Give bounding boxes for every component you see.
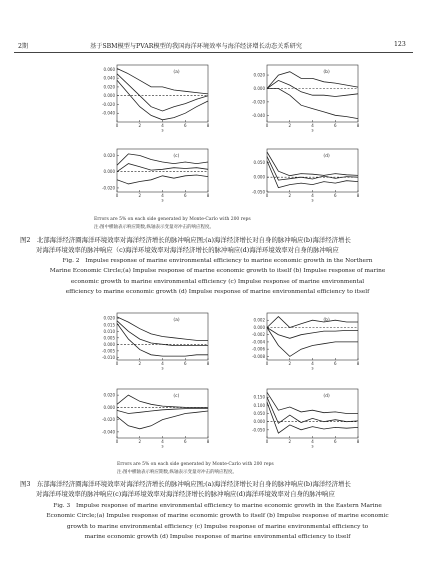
x-tick-label: 2: [138, 361, 142, 366]
response-line: [117, 154, 208, 165]
y-tick-label: -0.020: [252, 99, 265, 105]
y-tick-label: 0.000: [253, 419, 265, 425]
page-number: 123: [394, 41, 406, 48]
y-tick-label: -0.040: [252, 112, 265, 118]
y-tick-label: 0.000: [253, 324, 265, 330]
x-tick-label: 4: [311, 439, 314, 444]
issue-number: 2期: [18, 43, 29, 50]
x-tick-label: 2: [138, 193, 142, 198]
x-tick-label: 0: [115, 123, 119, 128]
x-axis-label: s: [311, 197, 314, 203]
y-tick-label: 0.000: [103, 93, 115, 99]
fig2-caption-en-line: economic growth to marine environmental efficiency (c) Impulse response of marine environmental: [70, 278, 365, 285]
y-tick-label: -0.020: [102, 101, 115, 107]
x-tick-label: 0: [265, 123, 269, 128]
plot-frame: [117, 149, 208, 192]
y-tick-label: -0.005: [102, 348, 115, 354]
plot-frame: [117, 65, 208, 122]
x-axis-label: s: [161, 127, 164, 133]
fig3-panel-c: [95, 386, 210, 448]
x-tick-label: 6: [183, 123, 187, 128]
panel-label: (b): [323, 70, 330, 75]
x-tick-label: 4: [311, 123, 314, 128]
x-tick-label: 0: [115, 193, 119, 198]
fig3-caption-zh-line: 对海洋环境效率的脉冲响应(c)海洋环境效率对海洋经济增长的脉冲响应(d)海洋环境效率对自身的脉冲响应: [36, 490, 335, 498]
y-tick-label: -0.020: [102, 185, 115, 191]
x-tick-label: 8: [206, 439, 210, 444]
response-line: [267, 328, 358, 357]
x-tick-label: 4: [161, 361, 164, 366]
plot-frame: [267, 149, 358, 192]
fig2-caption-en-line: efficiency to marine economic growth (d) Impulse response of marine environmental efficiency to itself: [65, 289, 370, 296]
y-tick-label: -0.010: [102, 354, 115, 360]
x-tick-label: 4: [161, 439, 164, 444]
x-tick-label: 8: [356, 361, 360, 366]
y-tick-label: 0.000: [253, 174, 265, 180]
response-line: [267, 89, 358, 119]
fig3-panel-b: [245, 310, 360, 370]
x-tick-label: 0: [265, 193, 269, 198]
y-tick-label: -0.020: [102, 417, 115, 423]
x-tick-label: 4: [311, 361, 314, 366]
x-tick-label: 2: [288, 439, 292, 444]
fig2-panel-d: [245, 146, 360, 202]
response-line: [117, 175, 208, 184]
y-tick-label: 0.050: [253, 411, 265, 416]
response-line: [267, 156, 358, 180]
fig2-caption-en: [20, 256, 415, 298]
y-tick-label: -0.040: [102, 110, 115, 116]
y-tick-label: 0.010: [103, 328, 115, 334]
fig2-caption-en-line: Fig. 2 Impulse response of marine environmental efficiency to marine economic growth in the Northern: [62, 258, 373, 264]
x-tick-label: 8: [356, 123, 360, 128]
x-tick-label: 6: [333, 439, 337, 444]
x-tick-label: 8: [206, 193, 210, 198]
panel-label: (b): [323, 318, 330, 323]
y-tick-label: -0.050: [252, 189, 265, 195]
x-tick-label: 6: [183, 193, 187, 198]
x-axis-label: s: [161, 197, 164, 203]
x-tick-label: 2: [288, 123, 292, 128]
x-axis-label: s: [161, 443, 164, 449]
y-tick-label: 0.000: [103, 404, 115, 410]
panel-label: (d): [323, 154, 330, 159]
y-tick-label: -0.050: [252, 427, 265, 433]
x-tick-label: 4: [311, 193, 314, 198]
y-tick-label: 0.060: [103, 66, 115, 72]
y-tick-label: -0.008: [252, 353, 265, 359]
plot-frame: [267, 65, 358, 122]
fig3-caption-en-line: marine economic growth (d) Impulse response of marine environmental efficiency to itself: [84, 534, 351, 541]
y-tick-label: 0.020: [103, 392, 115, 398]
y-tick-label: 0.000: [103, 169, 115, 175]
response-line: [267, 317, 358, 328]
fig3-caption-zh-line: 图3 东部海洋经济圈海洋环境效率对海洋经济增长的脉冲响应图;(a)海洋经济增长对自身的脉冲响应(b)海洋经济增长: [20, 480, 351, 488]
x-tick-label: 2: [288, 193, 292, 198]
y-tick-label: 0.150: [253, 394, 265, 400]
y-tick-label: 0.020: [103, 152, 115, 158]
x-tick-label: 2: [138, 123, 142, 128]
fig3-caption-en: [20, 501, 415, 543]
x-axis-label: s: [311, 443, 314, 449]
x-tick-label: 2: [138, 439, 142, 444]
x-tick-label: 0: [115, 361, 119, 366]
fig3-caption-zh: [20, 479, 415, 499]
x-tick-label: 6: [333, 193, 337, 198]
running-title: 基于SBM模型与PVAR模型的我国海洋环境效率与海洋经济增长动态关系研究: [90, 43, 302, 50]
response-line: [267, 72, 358, 89]
y-tick-label: 0.020: [103, 84, 115, 90]
fig3-caption-en-line: growth to marine environmental efficiency (c) Impulse response of marine environmental efficiency to: [66, 523, 369, 530]
x-tick-label: 8: [206, 123, 210, 128]
panel-label: (c): [173, 394, 180, 399]
response-line: [267, 402, 358, 433]
x-tick-label: 6: [183, 439, 187, 444]
y-tick-label: 0.020: [253, 72, 265, 78]
y-tick-label: -0.040: [102, 429, 115, 435]
y-tick-label: 0.100: [253, 402, 265, 408]
response-line: [117, 321, 208, 346]
y-tick-label: 0.000: [103, 341, 115, 347]
x-tick-label: 4: [161, 123, 164, 128]
fig3-note-en: Errors are 5% on each side generated by Monte-Carlo with 200 reps: [117, 462, 274, 467]
fig3-caption-en-line: Economic Circle;(a) Impulse response of marine economic growth to itself (b) Impulse response of marine economic: [46, 513, 389, 520]
response-line: [117, 395, 208, 407]
fig2-note-zh: 注:图中横轴表示响应期数,纵轴表示变量对冲击的响应程度。: [94, 225, 214, 230]
y-tick-label: 0.015: [103, 322, 115, 328]
x-tick-label: 6: [333, 361, 337, 366]
panel-label: (a): [173, 70, 180, 75]
x-tick-label: 8: [356, 193, 360, 198]
x-axis-label: s: [311, 365, 314, 371]
panel-label: (d): [323, 394, 330, 399]
x-tick-label: 8: [356, 439, 360, 444]
y-tick-label: 0.040: [103, 75, 115, 81]
response-line: [117, 411, 208, 429]
fig2-caption-zh-line: 对海洋环境效率的脉冲响应（c)海洋环境效率对海洋经济增长的脉冲响应(d)海洋环境效率对自身的脉冲响应: [36, 246, 339, 254]
header-rule: [14, 52, 413, 53]
x-axis-label: s: [311, 127, 314, 133]
x-tick-label: 6: [333, 123, 337, 128]
response-line: [117, 69, 208, 94]
fig2-caption-zh-line: 图2 北部海洋经济圈海洋环境效率对海洋经济增长的脉冲响应图;(a)海洋经济增长对自身的脉冲响应(b)海洋经济增长: [20, 236, 351, 244]
response-line: [267, 152, 358, 176]
fig2-panel-b: [245, 62, 360, 132]
response-line: [267, 392, 358, 413]
x-tick-label: 4: [161, 193, 164, 198]
fig2-panel-c: [95, 146, 210, 202]
y-tick-label: 0.000: [253, 85, 265, 91]
y-tick-label: 0.050: [253, 159, 265, 165]
fig3-panel-d: [245, 386, 360, 448]
y-tick-label: -0.004: [252, 339, 265, 345]
x-tick-label: 6: [183, 361, 187, 366]
y-tick-label: -0.006: [252, 346, 265, 352]
fig2-note-en: Errors are 5% on each side generated by Monte-Carlo with 200 reps: [94, 217, 251, 222]
fig3-panel-a: [95, 310, 210, 370]
x-tick-label: 0: [265, 361, 269, 366]
response-line: [117, 317, 208, 341]
y-tick-label: 0.005: [103, 335, 115, 341]
fig2-panel-a: [95, 62, 210, 132]
panel-label: (c): [173, 154, 180, 159]
fig2-caption-zh: [20, 235, 415, 255]
response-line: [267, 328, 358, 339]
response-line: [117, 164, 208, 172]
x-tick-label: 0: [115, 439, 119, 444]
fig3-note-zh: 注:图中横轴表示响应期数,纵轴表示变量对冲击的响应程度。: [117, 470, 237, 475]
x-tick-label: 8: [206, 361, 210, 366]
y-tick-label: 0.002: [253, 317, 265, 323]
fig3-caption-en-line: Fig. 3 Impulse response of marine environmental efficiency to marine economic growth in the Eastern Marine: [53, 503, 382, 509]
y-tick-label: 0.020: [103, 315, 115, 321]
x-tick-label: 0: [265, 439, 269, 444]
x-tick-label: 2: [288, 361, 292, 366]
x-axis-label: s: [161, 365, 164, 371]
fig2-caption-en-line: Marine Economic Circle;(a) Impulse response of marine economic growth to itself (b) Impulse response of marine: [49, 268, 386, 275]
panel-label: (a): [173, 318, 180, 323]
y-tick-label: -0.002: [252, 332, 265, 338]
